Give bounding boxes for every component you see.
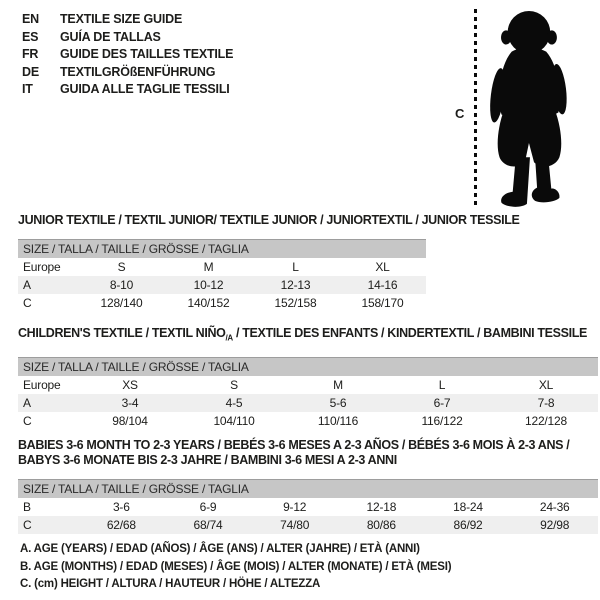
row-label: C (23, 413, 32, 428)
table-row (18, 498, 598, 516)
size-cell: XL (375, 260, 390, 274)
table-row (18, 258, 426, 276)
table-row (18, 376, 598, 394)
size-cell: 80/86 (366, 517, 396, 532)
table-title-segment: BABIES 3-6 MONTH TO 2-3 YEARS / BEBÉS 3-6 MESES A 2-3 AÑOS / BÉBÉS 3-6 MOIS À 2-3 ANS / (18, 437, 570, 452)
table-title (18, 438, 598, 468)
size-cell: 24-36 (539, 499, 570, 514)
size-cell: 122/128 (525, 413, 567, 428)
size-header-band: SIZE / TALLA / TAILLE / GRÖSSE / TAGLIA (18, 357, 598, 376)
size-table (18, 213, 520, 312)
baby-ear-left (501, 30, 511, 44)
footnote-line: C. (cm) HEIGHT / ALTURA / HAUTEUR / HÖHE / ALTEZZA (20, 578, 321, 590)
language-code: DE (22, 64, 39, 79)
table-row (18, 394, 598, 412)
language-code: IT (22, 82, 33, 97)
size-table (18, 438, 598, 534)
footnotes (20, 541, 451, 594)
row-label: C (23, 517, 32, 532)
footnote-line: A. AGE (YEARS) / EDAD (AÑOS) / ÂGE (ANS) / ALTER (JAHRE) / ETÀ (ANNI) (20, 543, 420, 555)
baby-silhouette-icon (481, 7, 583, 210)
height-measure-dashed-line (474, 9, 477, 207)
table-row (18, 412, 598, 430)
table-title-segment: / TEXTILE DES ENFANTS / KINDERTEXTIL / BAMBINI TESSILE (232, 326, 588, 340)
table-title (18, 326, 598, 346)
baby-leg-right (532, 157, 560, 202)
size-cell: S (230, 377, 238, 392)
size-cell: 104/110 (213, 413, 255, 428)
language-row (22, 81, 233, 99)
size-cell: S (117, 260, 126, 274)
size-cell: 14-16 (367, 278, 398, 292)
size-cell: XS (122, 377, 138, 392)
size-cell: 68/74 (193, 517, 223, 532)
size-cell: 8-10 (109, 278, 134, 292)
language-row (22, 11, 233, 29)
language-name: TEXTILE SIZE GUIDE (60, 12, 183, 26)
row-label: C (23, 296, 32, 310)
size-cell: 92/98 (540, 517, 570, 532)
language-name: GUIDA ALLE TAGLIE TESSILI (60, 82, 230, 97)
size-cell: 7-8 (537, 395, 555, 410)
table-title-segment: /A (225, 333, 233, 343)
table-title-segment: BABYS 3-6 MONATE BIS 2-3 JAHRE / BAMBINI 3-6 MESI A 2-3 ANNI (18, 452, 397, 467)
size-cell: 128/140 (100, 296, 143, 310)
size-cell: 6-7 (433, 395, 451, 410)
size-cell: 9-12 (283, 499, 307, 514)
language-name: TEXTILGRÖßENFÜHRUNG (60, 64, 216, 79)
height-measure-label: C (455, 106, 465, 121)
row-label: Europe (23, 377, 61, 392)
baby-ear-right (547, 30, 557, 44)
size-cell: XL (538, 377, 554, 392)
size-cell: 6-9 (199, 499, 217, 514)
size-cell: 110/116 (317, 413, 359, 428)
size-cell: 10-12 (193, 278, 224, 292)
language-code: EN (22, 12, 39, 26)
size-cell: 12-18 (366, 499, 397, 514)
table-title-segment: CHILDREN'S TEXTILE / TEXTIL NIÑO (18, 326, 226, 340)
table-title-line (18, 326, 598, 346)
size-tables (18, 213, 598, 534)
table-row (18, 516, 598, 534)
size-cell: 140/152 (187, 296, 230, 310)
size-cell: 98/104 (112, 413, 148, 428)
size-table (18, 326, 598, 430)
language-name: GUIDE DES TAILLES TEXTILE (60, 47, 234, 62)
size-header-band: SIZE / TALLA / TAILLE / GRÖSSE / TAGLIA (18, 239, 426, 258)
size-cell: 158/170 (361, 296, 404, 310)
language-name: GUÍA DE TALLAS (60, 29, 161, 44)
table-title (18, 213, 520, 228)
table-title-segment: JUNIOR TEXTILE / TEXTIL JUNIOR/ TEXTILE JUNIOR / JUNIORTEXTIL / JUNIOR TESSILE (18, 213, 520, 227)
row-label: B (23, 499, 31, 514)
row-label: A (23, 278, 31, 292)
language-row (22, 46, 233, 64)
row-label: Europe (23, 260, 61, 274)
size-cell: 74/80 (280, 517, 310, 532)
size-cell: M (203, 260, 214, 274)
size-cell: 18-24 (453, 499, 483, 514)
language-code: ES (22, 29, 39, 44)
size-header-band: SIZE / TALLA / TAILLE / GRÖSSE / TAGLIA (18, 479, 598, 498)
table-row (18, 294, 426, 312)
size-cell: 5-6 (329, 395, 347, 410)
language-row (22, 64, 233, 82)
size-cell: L (438, 377, 446, 392)
table-title-line (18, 438, 598, 453)
size-cell: 4-5 (225, 395, 243, 410)
language-list (22, 11, 233, 99)
baby-leg-left (501, 157, 530, 207)
table-title-line (18, 213, 520, 228)
language-row (22, 29, 233, 47)
size-cell: 62/68 (106, 517, 136, 532)
size-cell: M (333, 377, 343, 392)
size-cell: 3-6 (112, 499, 130, 514)
language-code: FR (22, 47, 39, 62)
size-cell: 152/158 (274, 296, 317, 310)
footnote-line: B. AGE (MONTHS) / EDAD (MESES) / ÂGE (MOIS) / ALTER (MONATE) / ETÀ (MESI) (20, 560, 452, 573)
size-cell: 12-13 (280, 278, 311, 292)
size-cell: 116/122 (421, 413, 463, 428)
size-cell: 86/92 (453, 517, 483, 532)
table-title-line (18, 453, 598, 468)
table-row (18, 276, 426, 294)
size-cell: 3-4 (121, 395, 139, 410)
row-label: A (23, 395, 31, 410)
size-cell: L (292, 260, 299, 274)
